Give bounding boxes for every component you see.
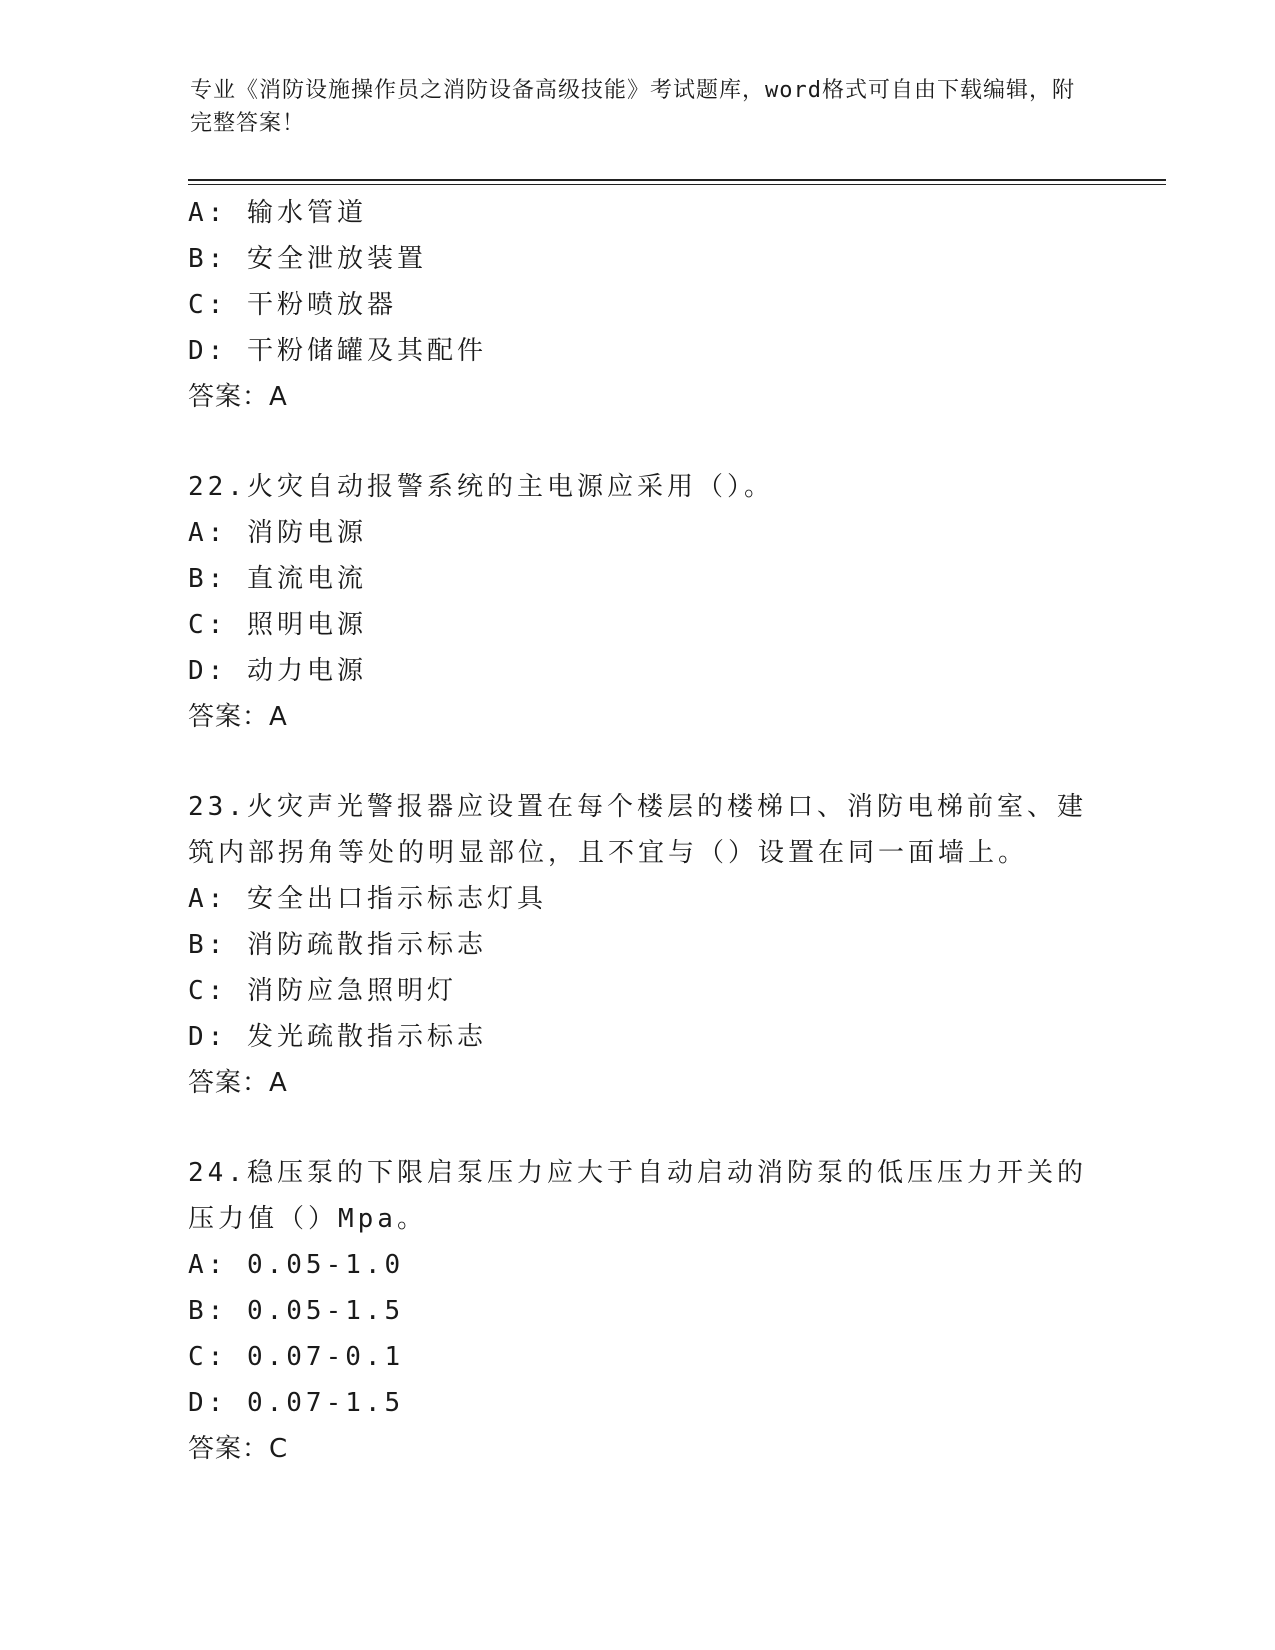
option-c: C: 0.07-0.1 <box>188 1342 405 1372</box>
document-header: 专业《消防设施操作员之消防设备高级技能》考试题库，word格式可自由下载编辑，附完整答案！ <box>190 78 1075 136</box>
option-d: D: 0.07-1.5 <box>188 1388 405 1418</box>
answer-line: 答案：A <box>188 1068 288 1098</box>
option-c: C: 照明电源 <box>188 610 367 640</box>
option-b: B: 直流电流 <box>188 564 367 594</box>
option-c: C: 干粉喷放器 <box>188 290 397 320</box>
option-a: A: 安全出口指示标志灯具 <box>188 884 547 914</box>
option-d: D: 动力电源 <box>188 656 367 686</box>
question-text: 24.稳压泵的下限启泵压力应大于自动启动消防泵的低压压力开关的压力值（）Mpa。 <box>188 1158 1087 1234</box>
question-24 <box>188 1150 1088 1472</box>
question-21-partial <box>188 190 1088 420</box>
option-b: B: 安全泄放装置 <box>188 244 427 274</box>
question-text: 22.火灾自动报警系统的主电源应采用（）。 <box>188 472 774 502</box>
answer-line: 答案：C <box>188 1434 289 1464</box>
question-list <box>188 190 1088 1472</box>
question-22 <box>188 464 1088 740</box>
option-a: A: 0.05-1.0 <box>188 1250 405 1280</box>
option-a: A: 输水管道 <box>188 198 367 228</box>
option-d: D: 发光疏散指示标志 <box>188 1022 487 1052</box>
question-23 <box>188 784 1088 1106</box>
option-c: C: 消防应急照明灯 <box>188 976 457 1006</box>
option-b: B: 0.05-1.5 <box>188 1296 405 1326</box>
option-a: A: 消防电源 <box>188 518 367 548</box>
header-divider <box>188 179 1166 185</box>
option-b: B: 消防疏散指示标志 <box>188 930 487 960</box>
question-text: 23.火灾声光警报器应设置在每个楼层的楼梯口、消防电梯前室、建筑内部拐角等处的明显部位，且不宜与（）设置在同一面墙上。 <box>188 792 1087 868</box>
option-d: D: 干粉储罐及其配件 <box>188 336 487 366</box>
answer-line: 答案：A <box>188 382 288 412</box>
answer-line: 答案：A <box>188 702 288 732</box>
